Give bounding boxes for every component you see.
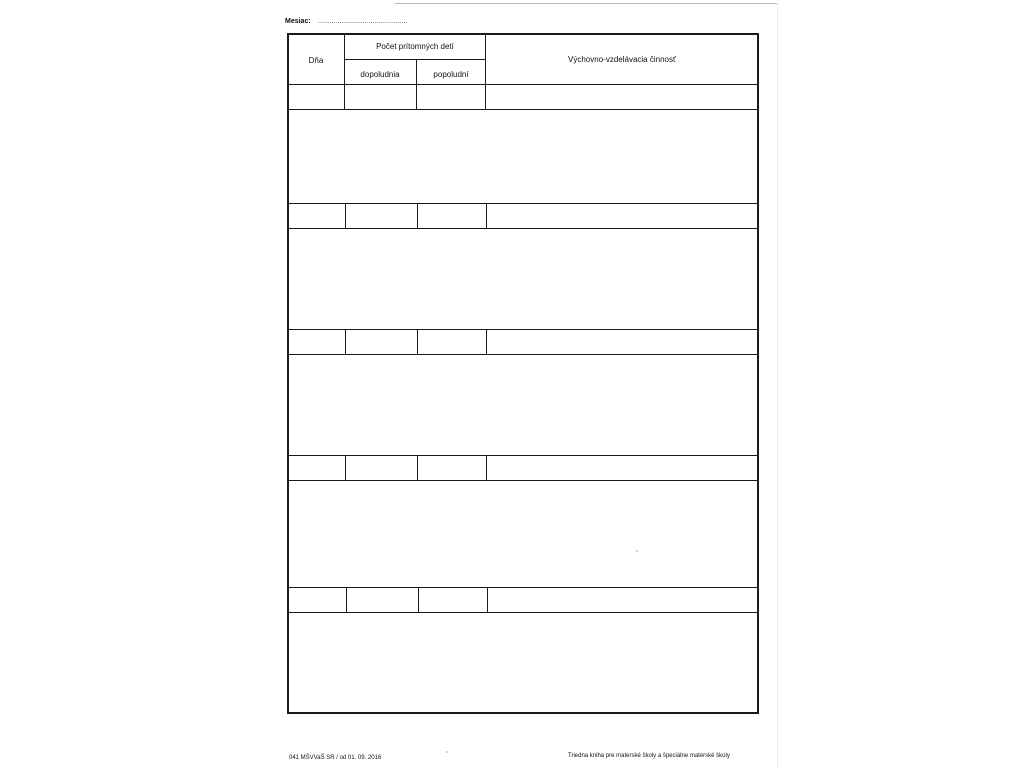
header-bottom-line <box>288 84 758 85</box>
entry-row-bottom-3 <box>288 354 758 355</box>
entry-row-bottom-4 <box>288 480 758 481</box>
entry-divider-morning-4 <box>417 455 418 481</box>
month-field[interactable]: .............................................. <box>318 18 408 25</box>
activity-column-header: Výchovno-vzdelávacia činnosť <box>568 55 676 64</box>
header-subheader-line <box>344 59 486 60</box>
entry-divider-day-4 <box>345 455 346 481</box>
entry-row-bottom-1 <box>288 109 758 110</box>
entry-row-bottom-2 <box>288 228 758 229</box>
day-column-header: Dňa <box>308 56 324 65</box>
entry-row-bottom-5 <box>288 612 758 613</box>
entry-divider-morning-2 <box>417 203 418 229</box>
scan-speck <box>636 550 638 552</box>
entry-divider-afternoon-2 <box>486 203 487 229</box>
book-title: Triedna kniha pre materské školy a špeciálne materské školy <box>568 753 730 759</box>
scan-speck <box>446 751 448 753</box>
sheet-right-edge <box>777 3 778 768</box>
entry-row-top-3 <box>288 329 758 330</box>
sheet-top-edge <box>395 3 778 4</box>
children-present-header: Počet prítomných detí <box>376 42 454 51</box>
entry-divider-afternoon-3 <box>486 329 487 355</box>
morning-column-header: dopoludnia <box>360 70 400 79</box>
month-label: Mesiac: <box>285 18 311 25</box>
entry-divider-day-2 <box>345 203 346 229</box>
entry-divider-day-3 <box>345 329 346 355</box>
entry-divider-afternoon-4 <box>486 455 487 481</box>
entry-divider-morning-3 <box>417 329 418 355</box>
entry-row-top-4 <box>288 455 758 456</box>
entry-divider-day-5 <box>346 587 347 613</box>
afternoon-column-header: popoludní <box>433 70 469 79</box>
entry-divider-morning-5 <box>418 587 419 613</box>
entry-divider-afternoon-5 <box>487 587 488 613</box>
entry-row-top-5 <box>288 587 758 588</box>
form-code: 041 MŠVVaŠ SR / od 01. 09. 2016 <box>289 755 382 761</box>
entry-row-top-2 <box>288 203 758 204</box>
